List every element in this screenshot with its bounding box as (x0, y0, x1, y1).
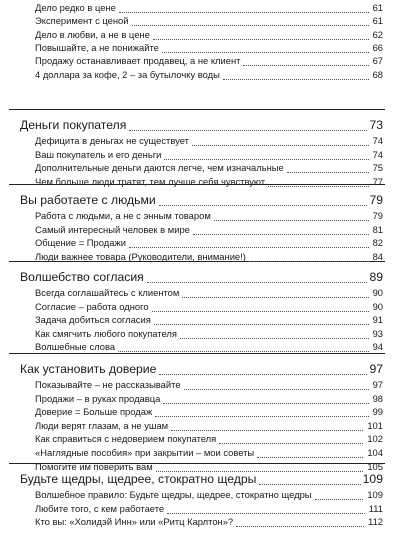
entry-page-number: 94 (372, 341, 383, 353)
entry-page-number: 101 (367, 419, 383, 431)
entry-page-number: 74 (372, 135, 383, 146)
entry-title: Общение = Продажи (35, 237, 126, 249)
dot-leader (147, 282, 368, 283)
section-divider (9, 463, 385, 464)
entry-page-number: 66 (372, 41, 383, 53)
entry-page-number: 90 (372, 287, 383, 298)
entry-title: Помогите им поверить вам (35, 460, 153, 472)
dot-leader (268, 186, 369, 187)
chapter-title: Вы работаете с людьми (20, 193, 156, 207)
entry-page-number: 61 (372, 15, 383, 27)
dot-leader (156, 471, 364, 472)
dot-leader (163, 403, 368, 404)
entry-title: Эксперимент с ценой (35, 15, 129, 27)
chapter-page-number: 109 (362, 472, 383, 486)
entry-title: Доверие = Больше продаж (35, 406, 153, 418)
dot-leader (167, 513, 365, 514)
entry-title: Продажу останавливает продавец, а не клиент (35, 55, 241, 67)
entry-page-number: 112 (368, 516, 383, 528)
chapter-title: Волшебство согласия (20, 270, 144, 284)
entry-title: Волшебные слова (35, 341, 116, 353)
entry-title: Ваш покупатель и его деньги (35, 148, 162, 160)
dot-leader (129, 130, 367, 131)
dot-leader (132, 25, 369, 26)
chapter-title: Как установить доверие (20, 362, 157, 376)
dot-leader (192, 145, 369, 146)
dot-leader (259, 484, 360, 485)
entry-page-number: 109 (367, 489, 383, 500)
chapter-page-number: 73 (369, 118, 383, 132)
entry-title: Показывайте – не рассказывайте (35, 379, 181, 390)
dot-leader (257, 457, 363, 458)
entry-page-number: 68 (372, 68, 383, 80)
dot-leader (243, 65, 368, 66)
entry-title: «Наглядные пособия» при закрытии – мои советы (35, 447, 255, 458)
dot-leader (184, 389, 369, 390)
dot-leader (223, 79, 369, 80)
dot-leader (182, 297, 368, 298)
entry-page-number: 79 (372, 210, 383, 221)
dot-leader (162, 52, 369, 53)
entry-page-number: 77 (372, 175, 383, 187)
entry-page-number: 111 (368, 502, 383, 514)
dot-leader (164, 159, 368, 160)
entry-title: Дело редко в цене (35, 2, 116, 13)
entry-title: Как смягчить любого покупателя (35, 327, 177, 339)
chapter-page-number: 79 (369, 193, 383, 207)
entry-title: 4 доллара за кофе, 2 – за бутылочку воды (35, 68, 220, 80)
dot-leader (119, 12, 369, 13)
entry-page-number: 102 (367, 433, 383, 445)
dot-leader (159, 374, 367, 375)
entry-title: Любите того, с кем работаете (35, 502, 165, 514)
entry-title: Дело в любви, а не в цене (35, 28, 150, 40)
dot-leader (152, 311, 369, 312)
entry-page-number: 67 (372, 55, 383, 67)
entry-page-number: 81 (372, 223, 383, 235)
chapter-page-number: 97 (369, 362, 383, 376)
dot-leader (159, 205, 368, 206)
entry-title: Люди верят глазам, а не ушам (35, 419, 169, 431)
entry-title: Чем больше люди тратят, тем лучше себя чувствуют (35, 175, 266, 187)
entry-title: Дефицита в деньгах не существует (35, 135, 189, 146)
entry-title: Кто вы: «Холидэй Инн» или «Ритц Карлтон»? (35, 516, 234, 528)
entry-page-number: 91 (372, 314, 383, 326)
entry-page-number: 105 (367, 460, 383, 472)
entry-title: Продажи – в руках продавца (35, 392, 161, 404)
entry-page-number: 90 (372, 300, 383, 312)
entry-title: Согласие – работа одного (35, 300, 149, 312)
dot-leader (153, 39, 369, 40)
entry-page-number: 98 (372, 392, 383, 404)
dot-leader (219, 443, 363, 444)
chapter-title: Будьте щедры, щедрее, стократно щедры (20, 472, 257, 486)
entry-title: Самый интересный человек в мире (35, 223, 190, 235)
chapter-title: Деньги покупателя (20, 118, 127, 132)
dot-leader (118, 351, 369, 352)
entry-page-number: 61 (372, 2, 383, 13)
dot-leader (171, 430, 363, 431)
entry-page-number: 99 (372, 406, 383, 418)
dot-leader (129, 247, 369, 248)
dot-leader (236, 526, 364, 527)
dot-leader (287, 172, 369, 173)
entry-title: Задача добиться согласия (35, 314, 151, 326)
entry-title: Работа с людьми, а не с энным товаром (35, 210, 211, 221)
section-divider (9, 353, 385, 354)
dot-leader (155, 416, 368, 417)
entry-page-number: 74 (372, 148, 383, 160)
entry-title: Дополнительные деньги даются легче, чем изначальные (35, 162, 284, 174)
entry-page-number: 75 (372, 162, 383, 174)
section-divider (9, 109, 385, 110)
entry-title: Повышайте, а не понижайте (35, 41, 159, 53)
entry-page-number: 84 (372, 250, 383, 262)
chapter-page-number: 89 (369, 270, 383, 284)
entry-title: Люди важнее товара (Руководители, внимание!) (35, 250, 246, 262)
dot-leader (193, 234, 369, 235)
entry-title: Волшебное правило: Будьте щедры, щедрее, стократно щедры (35, 489, 312, 500)
dot-leader (249, 261, 369, 262)
dot-leader (180, 338, 369, 339)
dot-leader (214, 220, 369, 221)
dot-leader (315, 499, 364, 500)
entry-page-number: 97 (372, 379, 383, 390)
entry-page-number: 62 (372, 28, 383, 40)
dot-leader (154, 324, 369, 325)
entry-page-number: 104 (367, 447, 383, 458)
entry-page-number: 93 (372, 327, 383, 339)
entry-page-number: 82 (372, 237, 383, 249)
entry-title: Как справиться с недоверием покупателя (35, 433, 217, 445)
entry-title: Всегда соглашайтесь с клиентом (35, 287, 180, 298)
